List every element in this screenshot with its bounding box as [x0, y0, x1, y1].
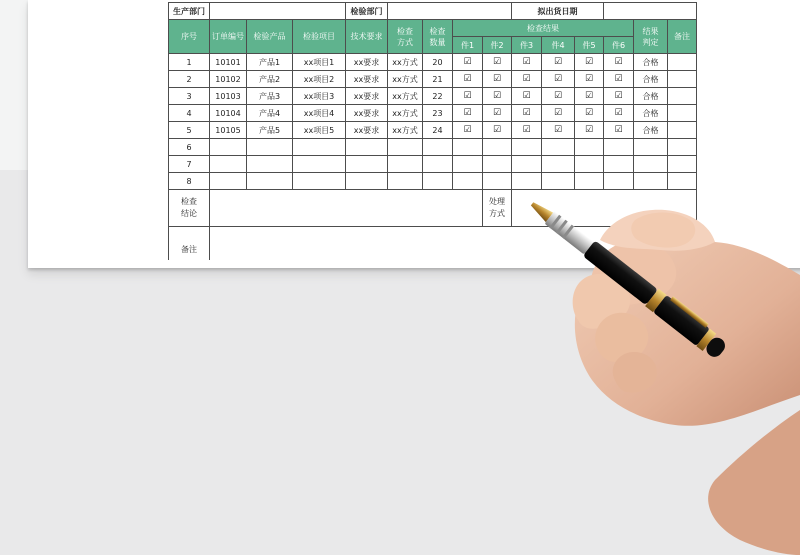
empty-cell[interactable]: [293, 139, 346, 156]
empty-cell[interactable]: [542, 139, 575, 156]
empty-cell[interactable]: [423, 139, 453, 156]
dept-label: 生产部门: [169, 3, 210, 20]
header-item: 检验项目: [293, 20, 346, 54]
check-icon[interactable]: ☑: [483, 54, 512, 71]
cell-order-no[interactable]: 10103: [210, 88, 247, 105]
check-icon[interactable]: ☑: [604, 105, 634, 122]
header-quantity: [423, 20, 453, 54]
cell-requirement[interactable]: xx要求: [346, 54, 388, 71]
header-piece-2: 件2: [483, 37, 512, 54]
cell-requirement[interactable]: xx要求: [346, 88, 388, 105]
cell-item[interactable]: xx项目1: [293, 54, 346, 71]
check-icon[interactable]: ☑: [453, 54, 483, 71]
table-row-empty: [169, 156, 697, 173]
header-product: 检验产品: [247, 20, 293, 54]
check-icon[interactable]: ☑: [483, 88, 512, 105]
empty-cell[interactable]: [346, 173, 388, 190]
empty-cell[interactable]: [210, 156, 247, 173]
header-piece-1: 件1: [453, 37, 483, 54]
cell-seq: 8: [169, 173, 210, 190]
empty-cell[interactable]: [668, 139, 697, 156]
hand-holding-pen-image: [500, 180, 800, 555]
cell-order-no[interactable]: 10104: [210, 105, 247, 122]
check-icon[interactable]: ☑: [575, 122, 604, 139]
cell-seq: 3: [169, 88, 210, 105]
cell-quantity[interactable]: 21: [423, 71, 453, 88]
header-piece-3: 件3: [512, 37, 542, 54]
check-icon[interactable]: ☑: [542, 54, 575, 71]
conclusion-label: [169, 190, 210, 227]
table-row: [169, 54, 697, 71]
cell-verdict[interactable]: 合格: [634, 122, 668, 139]
cell-seq: 5: [169, 122, 210, 139]
empty-cell[interactable]: [423, 156, 453, 173]
check-icon[interactable]: ☑: [575, 54, 604, 71]
check-icon[interactable]: ☑: [512, 88, 542, 105]
check-icon[interactable]: ☑: [575, 71, 604, 88]
table-row: [169, 122, 697, 139]
empty-cell[interactable]: [634, 139, 668, 156]
check-icon[interactable]: ☑: [512, 54, 542, 71]
empty-cell[interactable]: [604, 139, 634, 156]
cell-order-no[interactable]: 10101: [210, 54, 247, 71]
cell-seq: 1: [169, 54, 210, 71]
empty-cell[interactable]: [575, 156, 604, 173]
cell-method[interactable]: xx方式: [388, 88, 423, 105]
cell-verdict[interactable]: 合格: [634, 54, 668, 71]
header-row-1: [169, 20, 697, 37]
header-requirement: 技术要求: [346, 20, 388, 54]
empty-cell[interactable]: [210, 139, 247, 156]
check-icon[interactable]: ☑: [542, 88, 575, 105]
cell-verdict[interactable]: 合格: [634, 105, 668, 122]
header-seq: 序号: [169, 20, 210, 54]
header-method: [388, 20, 423, 54]
check-icon[interactable]: ☑: [512, 105, 542, 122]
cell-item[interactable]: xx项目5: [293, 122, 346, 139]
cell-remark[interactable]: [668, 54, 697, 71]
header-piece-6: 件6: [604, 37, 634, 54]
header-results: 检查结果: [453, 20, 634, 37]
cell-seq: 6: [169, 139, 210, 156]
empty-cell[interactable]: [483, 139, 512, 156]
empty-cell[interactable]: [512, 156, 542, 173]
empty-cell[interactable]: [542, 156, 575, 173]
check-icon[interactable]: ☑: [453, 122, 483, 139]
empty-cell[interactable]: [247, 139, 293, 156]
conclusion-label-text: 检查结论: [181, 197, 197, 218]
cell-seq: 2: [169, 71, 210, 88]
cell-remark[interactable]: [668, 88, 697, 105]
cell-product[interactable]: 产品5: [247, 122, 293, 139]
table-row: [169, 71, 697, 88]
header-verdict: [634, 20, 668, 54]
empty-cell[interactable]: [512, 139, 542, 156]
empty-cell[interactable]: [483, 156, 512, 173]
empty-cell[interactable]: [388, 173, 423, 190]
cell-item[interactable]: xx项目3: [293, 88, 346, 105]
check-icon[interactable]: ☑: [453, 71, 483, 88]
empty-cell[interactable]: [575, 139, 604, 156]
header-verdict-text: 结果判定: [642, 26, 659, 47]
cell-product[interactable]: 产品2: [247, 71, 293, 88]
check-icon[interactable]: ☑: [483, 71, 512, 88]
conclusion-value-cell[interactable]: [210, 190, 483, 227]
check-icon[interactable]: ☑: [483, 105, 512, 122]
empty-cell[interactable]: [346, 139, 388, 156]
check-icon[interactable]: ☑: [575, 88, 604, 105]
check-icon[interactable]: ☑: [604, 88, 634, 105]
empty-cell[interactable]: [453, 156, 483, 173]
cell-product[interactable]: 产品3: [247, 88, 293, 105]
cell-requirement[interactable]: xx要求: [346, 105, 388, 122]
cell-quantity[interactable]: 23: [423, 105, 453, 122]
cell-item[interactable]: xx项目2: [293, 71, 346, 88]
table-row: [169, 88, 697, 105]
check-icon[interactable]: ☑: [575, 105, 604, 122]
cell-seq: 7: [169, 156, 210, 173]
check-icon[interactable]: ☑: [542, 105, 575, 122]
cell-seq: 4: [169, 105, 210, 122]
cell-requirement[interactable]: xx要求: [346, 71, 388, 88]
check-icon[interactable]: ☑: [512, 71, 542, 88]
top-info-row: [169, 3, 697, 20]
cell-method[interactable]: xx方式: [388, 71, 423, 88]
empty-cell[interactable]: [604, 156, 634, 173]
cell-method[interactable]: xx方式: [388, 122, 423, 139]
cell-method[interactable]: xx方式: [388, 105, 423, 122]
check-icon[interactable]: ☑: [512, 122, 542, 139]
ship-date-value-cell[interactable]: [604, 3, 697, 20]
dept-value-cell[interactable]: [210, 3, 346, 20]
cell-quantity[interactable]: 24: [423, 122, 453, 139]
empty-cell[interactable]: [668, 156, 697, 173]
cell-quantity[interactable]: 20: [423, 54, 453, 71]
empty-cell[interactable]: [453, 139, 483, 156]
cell-remark[interactable]: [668, 71, 697, 88]
cell-requirement[interactable]: xx要求: [346, 122, 388, 139]
empty-cell[interactable]: [247, 156, 293, 173]
table-row-empty: [169, 139, 697, 156]
cell-method[interactable]: xx方式: [388, 54, 423, 71]
empty-cell[interactable]: [634, 156, 668, 173]
cell-remark[interactable]: [668, 105, 697, 122]
inspect-dept-value-cell[interactable]: [388, 3, 512, 20]
cell-remark[interactable]: [668, 122, 697, 139]
header-piece-4: 件4: [542, 37, 575, 54]
empty-cell[interactable]: [247, 173, 293, 190]
empty-cell[interactable]: [388, 139, 423, 156]
check-icon[interactable]: ☑: [542, 71, 575, 88]
check-icon[interactable]: ☑: [453, 105, 483, 122]
check-icon[interactable]: ☑: [604, 122, 634, 139]
empty-cell[interactable]: [453, 173, 483, 190]
check-icon[interactable]: ☑: [542, 122, 575, 139]
header-method-text: 检查方式: [397, 26, 413, 47]
ship-date-label: 拟出货日期: [512, 3, 604, 20]
empty-cell[interactable]: [423, 173, 453, 190]
header-order-no: 订单编号: [210, 20, 247, 54]
header-quantity-text: 检查数量: [429, 26, 446, 47]
empty-cell[interactable]: [388, 156, 423, 173]
check-icon[interactable]: ☑: [604, 54, 634, 71]
empty-cell[interactable]: [346, 156, 388, 173]
cell-quantity[interactable]: 22: [423, 88, 453, 105]
empty-cell[interactable]: [293, 173, 346, 190]
handling-label-text: 处理方式: [489, 197, 505, 218]
check-icon[interactable]: ☑: [604, 71, 634, 88]
cell-product[interactable]: 产品1: [247, 54, 293, 71]
header-piece-5: 件5: [575, 37, 604, 54]
check-icon[interactable]: ☑: [483, 122, 512, 139]
cell-order-no[interactable]: 10105: [210, 122, 247, 139]
empty-cell[interactable]: [210, 173, 247, 190]
check-icon[interactable]: ☑: [453, 88, 483, 105]
empty-cell[interactable]: [293, 156, 346, 173]
table-row: [169, 105, 697, 122]
remark-label: 备注: [169, 227, 210, 261]
cell-product[interactable]: 产品4: [247, 105, 293, 122]
cell-verdict[interactable]: 合格: [634, 88, 668, 105]
header-remark: 备注: [668, 20, 697, 54]
cell-order-no[interactable]: 10102: [210, 71, 247, 88]
cell-verdict[interactable]: 合格: [634, 71, 668, 88]
inspect-dept-label: 检验部门: [346, 3, 388, 20]
cell-item[interactable]: xx项目4: [293, 105, 346, 122]
